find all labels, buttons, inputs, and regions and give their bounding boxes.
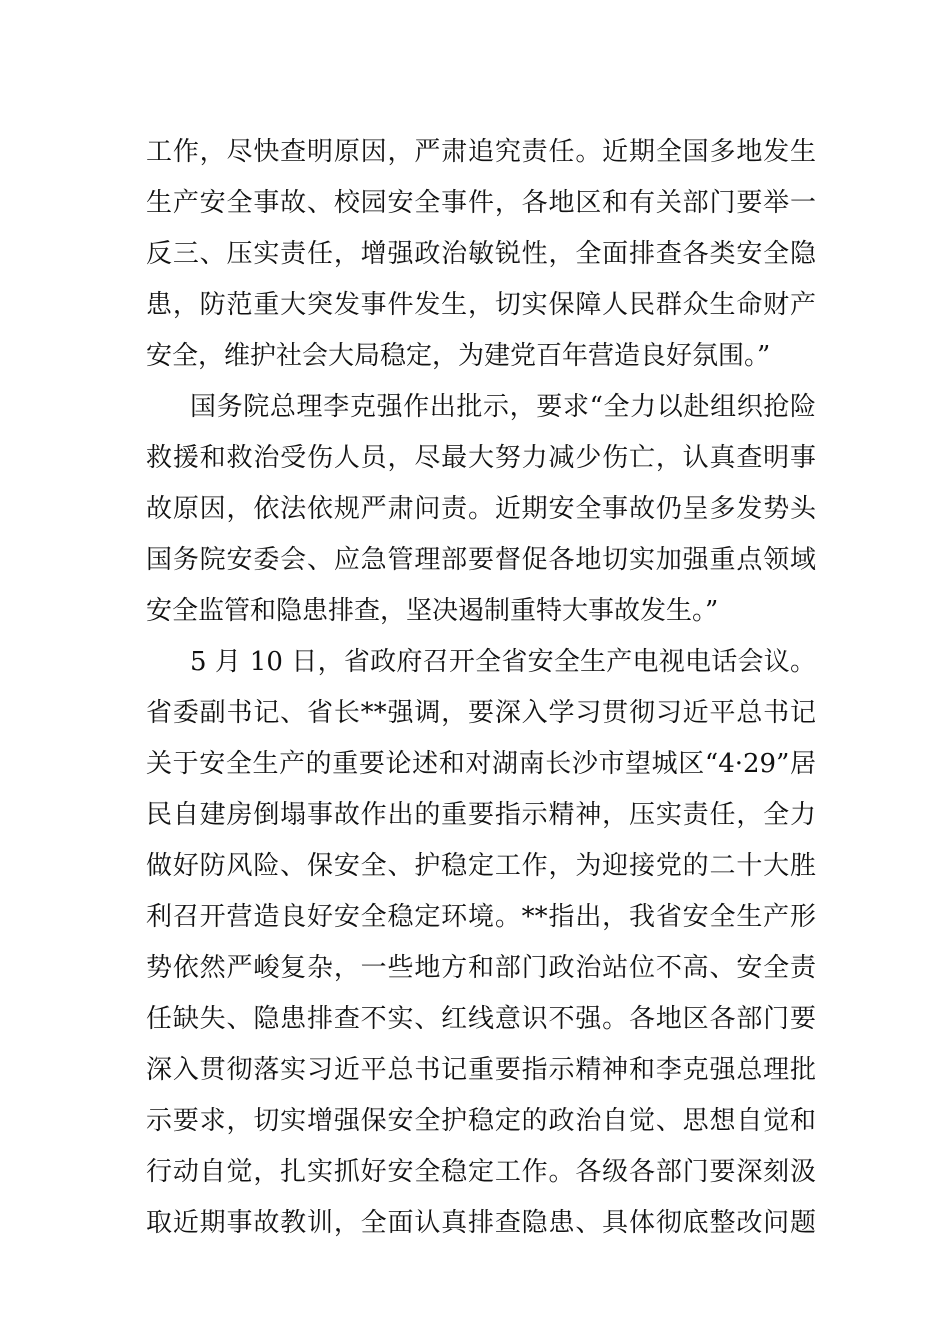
text-line: 反三、压实责任，增强政治敏锐性，全面排查各类安全隐 — [146, 239, 816, 269]
text-line: 5 月 10 日，省政府召开全省安全生产电视电话会议。 — [190, 647, 816, 677]
text-line: 民自建房倒塌事故作出的重要指示精神，压实责任，全力 — [146, 800, 816, 830]
text-line: 国务院安委会、应急管理部要督促各地切实加强重点领域 — [146, 545, 816, 575]
text-line: 示要求，切实增强保安全护稳定的政治自觉、思想自觉和 — [146, 1106, 816, 1136]
text-line: 工作，尽快查明原因，严肃追究责任。近期全国多地发生 — [146, 137, 816, 167]
text-line: 深入贯彻落实习近平总书记重要指示精神和李克强总理批 — [146, 1055, 816, 1085]
text-line: 救援和救治受伤人员，尽最大努力减少伤亡，认真查明事 — [146, 443, 816, 473]
text-line: 势依然严峻复杂，一些地方和部门政治站位不高、安全责 — [146, 953, 816, 983]
text-line: 做好防风险、保安全、护稳定工作，为迎接党的二十大胜 — [146, 851, 816, 881]
text-line: 患，防范重大突发事件发生，切实保障人民群众生命财产 — [146, 290, 816, 320]
text-line: 省委副书记、省长**强调，要深入学习贯彻习近平总书记 — [146, 698, 816, 728]
text-line: 取近期事故教训，全面认真排查隐患、具体彻底整改问题 — [146, 1208, 816, 1238]
text-line: 利召开营造良好安全稳定环境。**指出，我省安全生产形 — [146, 902, 816, 932]
text-line: 故原因，依法依规严肃问责。近期安全事故仍呈多发势头 — [146, 494, 816, 524]
text-line: 任缺失、隐患排查不实、红线意识不强。各地区各部门要 — [146, 1004, 816, 1034]
text-line: 关于安全生产的重要论述和对湖南长沙市望城区“4·29”居 — [146, 749, 816, 779]
text-line: 国务院总理李克强作出批示，要求“全力以赴组织抢险 — [190, 392, 816, 422]
text-line: 安全监管和隐患排查，坚决遏制重特大事故发生。” — [146, 596, 719, 626]
text-line: 行动自觉，扎实抓好安全稳定工作。各级各部门要深刻汲 — [146, 1157, 816, 1187]
text-line: 生产安全事故、校园安全事件，各地区和有关部门要举一 — [146, 188, 816, 218]
text-line: 安全，维护社会大局稳定，为建党百年营造良好氛围。” — [146, 341, 771, 371]
